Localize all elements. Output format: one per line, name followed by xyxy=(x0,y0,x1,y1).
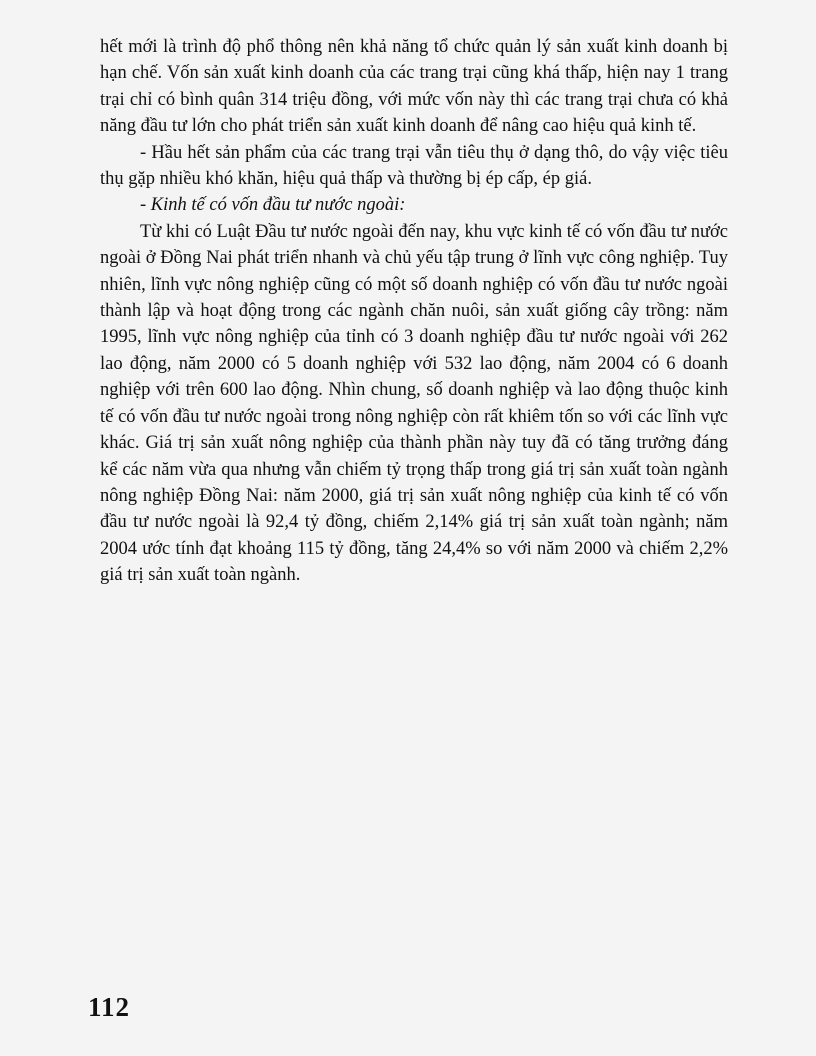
section-heading-foreign-investment: - Kinh tế có vốn đầu tư nước ngoài: xyxy=(140,195,406,216)
body-text xyxy=(100,34,728,589)
page-number: 112 xyxy=(88,992,131,1022)
paragraph-foreign-investment: Từ khi có Luật Đầu tư nước ngoài đến nay, khu vực kinh tế có vốn đầu tư nước ngoài ở Đồng Nai phát triển nhanh và chủ yếu tập trung ở lĩnh vực công nghiệp. Tuy nhiên, lĩnh vực nông nghiệp cũng có một số doanh nghiệp có vốn đầu tư nước ngoài thành lập và hoạt động trong các ngành chăn nuôi, sản xuất giống cây trồng: năm 1995, lĩnh vực nông nghiệp của tỉnh có 3 doanh nghiệp đầu tư nước ngoài với 262 lao động, năm 2000 có 5 doanh nghiệp với 532 lao động, năm 2004 có 6 doanh nghiệp với trên 600 lao động. Nhìn chung, số doanh nghiệp và lao động thuộc kinh tế có vốn đầu tư nước ngoài trong nông nghiệp còn rất khiêm tốn so với các lĩnh vực khác. Giá trị sản xuất nông nghiệp của thành phần này tuy đã có tăng trưởng đáng kể các năm vừa qua nhưng vẫn chiếm tỷ trọng thấp trong giá trị sản xuất toàn ngành nông nghiệp Đồng Nai: năm 2000, giá trị sản xuất nông nghiệp của kinh tế có vốn đầu tư nước ngoài là 92,4 tỷ đồng, chiếm 2,14% giá trị sản xuất toàn ngành; năm 2004 ước tính đạt khoảng 115 tỷ đồng, tăng 24,4% so với năm 2000 và chiếm 2,2% giá trị sản xuất toàn ngành. xyxy=(100,221,728,586)
paragraph-continuation: hết mới là trình độ phổ thông nên khả năng tổ chức quản lý sản xuất kinh doanh bị hạn chế. Vốn sản xuất kinh doanh của các trang trại cũng khá thấp, hiện nay 1 trang trại chỉ có bình quân 314 triệu đồng, với mức vốn này thì các trang trại chưa có khả năng đầu tư lớn cho phát triển sản xuất kinh doanh để nâng cao hiệu quả kinh tế. xyxy=(100,37,728,137)
paragraph-farm-products: - Hầu hết sản phẩm của các trang trại vẫn tiêu thụ ở dạng thô, do vậy việc tiêu thụ gặp nhiều khó khăn, hiệu quả thấp và thường bị ép cấp, ép giá. xyxy=(100,142,728,190)
